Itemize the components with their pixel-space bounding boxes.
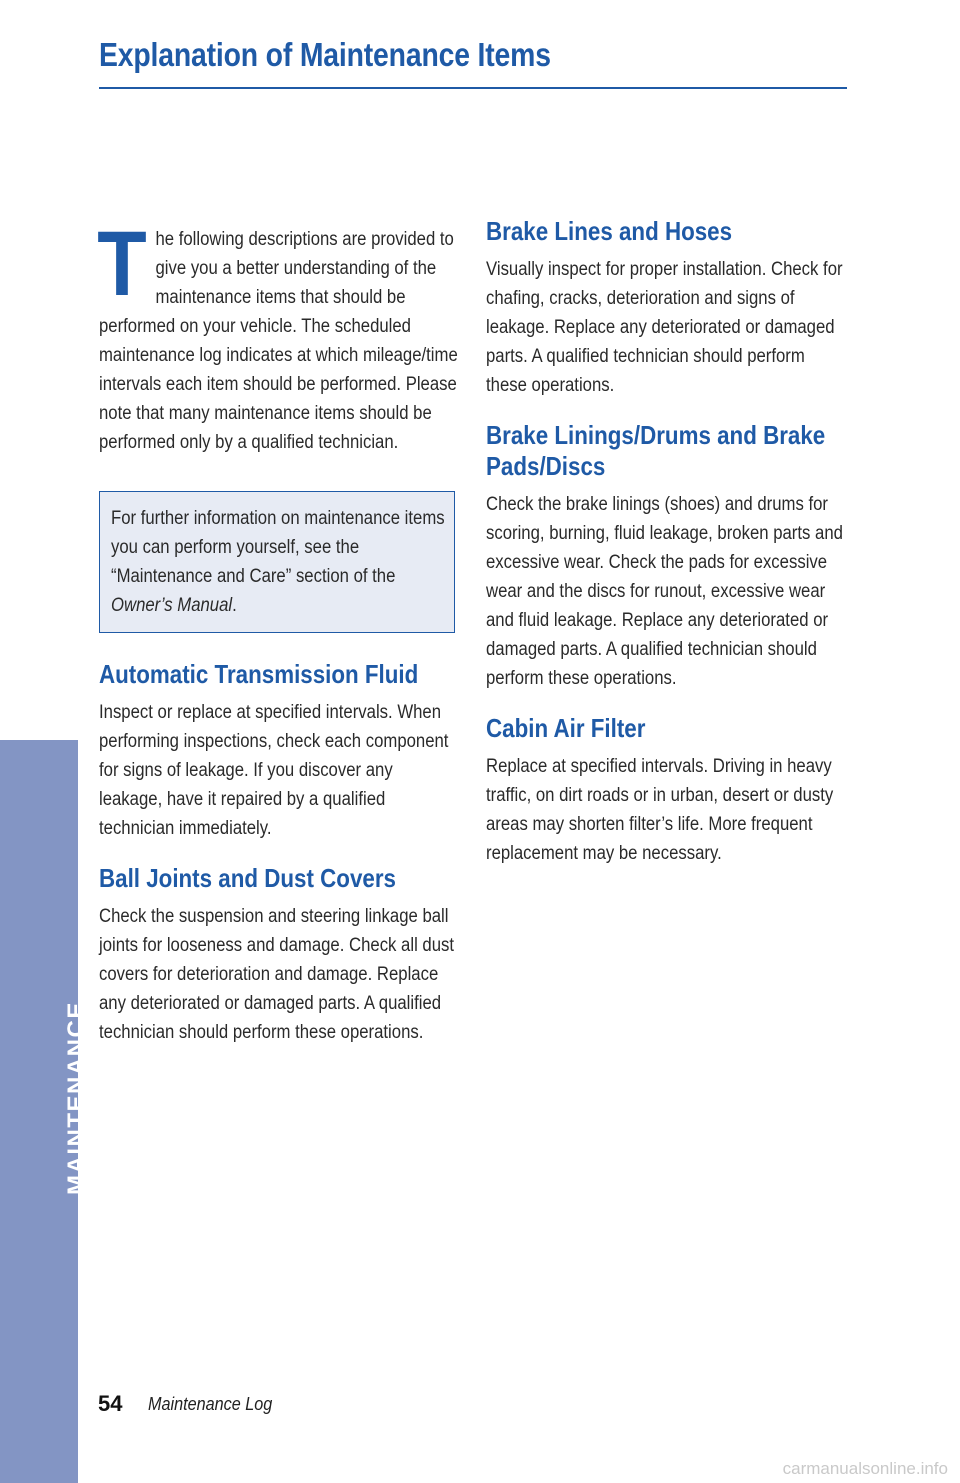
sidebar-label: MAINTENANCE (63, 1001, 90, 1195)
intro-paragraph (97, 213, 459, 457)
page-number: 54 (98, 1391, 123, 1416)
owners-manual-reference: Owner’s Manual (111, 595, 233, 616)
section-brake-lines (486, 216, 846, 400)
section-heading: Brake Linings/Drums and Brake Pads/Discs (486, 420, 826, 481)
section-brake-linings (486, 420, 846, 693)
drop-cap: T (97, 213, 147, 315)
intro-text: he following descriptions are provided to give you a better understanding of the maintenance items that should be performed on your vehicle. The scheduled maintenance log indicates at which mileage/time intervals each item should be performed. Please note that many maintenance items should be performed only by a qualified technician. (99, 229, 458, 453)
section-body: Check the brake linings (shoes) and drums for scoring, burning, fluid leakage, broken parts and excessive wear. Check the pads for excessive wear and the discs for runout, excessive wear and fluid leakage. Replace any deteriorated or damaged parts. A qualified technician should perform these operations. (486, 494, 843, 689)
watermark: carmanualsonline.info (782, 1459, 948, 1478)
right-column (486, 216, 846, 868)
section-body: Inspect or replace at specified intervals. When performing inspections, check each component for signs of leakage. If you discover any leakage, have it repaired by a qualified technician immediately. (99, 702, 449, 839)
footer-label: Maintenance Log (148, 1394, 273, 1414)
section-body: Visually inspect for proper installation. Check for chafing, cracks, deterioration and signs of leakage. Replace any deteriorated or damaged parts. A qualified technician should perform these operations. (486, 259, 843, 396)
section-cabin-air-filter (486, 713, 846, 868)
page-title: Explanation of Maintenance Items (99, 36, 551, 73)
section-heading: Ball Joints and Dust Covers (99, 863, 396, 893)
note-box (99, 491, 455, 633)
section-heading: Cabin Air Filter (486, 713, 646, 743)
section-heading: Automatic Transmission Fluid (99, 659, 419, 689)
section-ball-joints (99, 863, 459, 1047)
left-column (97, 213, 459, 1047)
section-automatic-transmission-fluid (99, 659, 459, 843)
note-end: . (232, 595, 237, 616)
title-rule (99, 87, 847, 89)
section-heading: Brake Lines and Hoses (486, 216, 733, 246)
section-body: Replace at specified intervals. Driving in heavy traffic, on dirt roads or in urban, desert or dusty areas may shorten filter’s life. More frequent replacement may be necessary. (486, 756, 834, 864)
section-body: Check the suspension and steering linkage ball joints for looseness and damage. Check all dust covers for deterioration and damage. Replace any deteriorated or damaged parts. A qualified technician should perform these operations. (99, 906, 455, 1043)
note-text: For further information on maintenance items you can perform yourself, see the “Maintenance and Care” section of the (111, 508, 445, 587)
